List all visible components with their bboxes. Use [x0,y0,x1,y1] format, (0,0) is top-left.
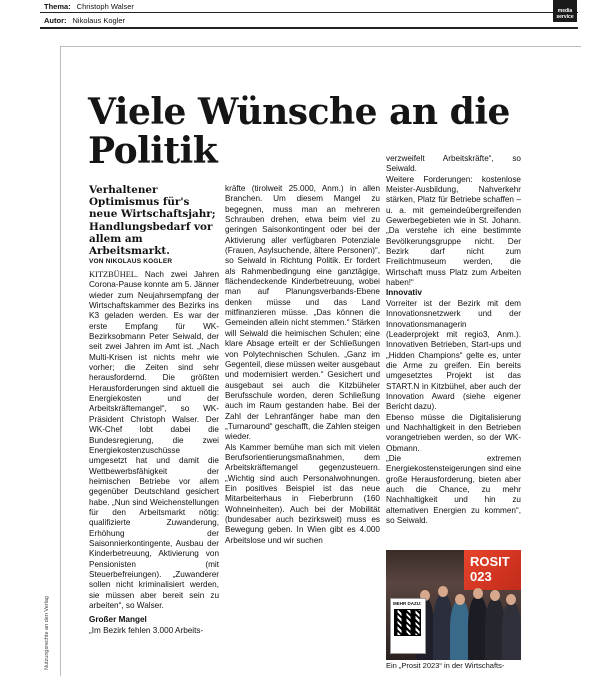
col1-paragraph-1 [89,270,219,611]
person-3-head [455,594,465,605]
brand-line2: service [556,14,574,20]
header-rule-top [40,12,578,13]
col1-paragraph-2: „Im Bezirk fehlen 3.000 Arbeits- [89,625,204,635]
subhead-innovativ: Innovativ [386,288,422,298]
person-6 [502,602,521,660]
subhead-grosser-mangel: Großer Mangel [89,615,147,625]
col1-p1-text: Nach zwei Jahren Corona-Pause konnte am 5. Jänner wieder zum Neujahrsempfang der Wirtschaftskammer des Bezirks ins K3 geladen werden. Es war der erste Empfang für WK-Bezirksobmann Peter Seiwald, der seit zwei Jahren im Amt ist. „Nach Multi-Krisen ist nichts mehr wie vorher; die Zeiten sind sehr herausfordernd. Die größten Herausforderungen sind aktuell die Energiekosten und der Arbeitskräftemangel“, so WK-Präsident Christoph Walser. Der WK-Chef lobt dabei die Bundesregierung, die zwei Energiekostenzuschüsse umgesetzt hat und damit die Wettbewerbsfähigkeit der heimischen Betriebe vor allem gegenüber Deutschland gesichert habe. „Nun sind Weichenstellungen für den Arbeitsmarkt nötig: qualifizierte Zuwanderung, Erhöhung der Saisonnierkontingente, Ausbau der Kinderbetreuung, Aktivierung von Pensionisten (mit Steuerbefreiungen). „Zuwanderer sollen nicht kriminalisiert werden, sie müssen aber bereit sein zu arbeiten“, so Walser. [89,270,219,610]
author-label: Autor: [44,16,67,25]
brand-line1: media [557,8,573,14]
col2-paragraph-1: kräfte (tirolweit 25.000, Anm.) in allen Branchen. Um diesem Mangel zu begegnen, muss man an mehreren Schrauben drehen, etwa beim viel zu geringen Saisonkontingent oder bei der Aktivierung aller verfügbaren Potenziale (Frauen, Asylsuchende, ältere Personen)“, so Seiwald in Richtung Politik. Er fordert als Rahmenbedingung eine ganztägige, flächendeckende Kinderbetreuung, wobei man auf Planungsverbands-Ebene denken müsse und das Land mitfinanzieren müsse. „Das können die Gemeinden allein nicht stemmen.“ Stärken will Seiwald die heimischen Schulen; eine klare Absage erteilt er der Schließungen von Polytechnischen Schulen. „Ganz im Gegenteil, diese müssen weiter ausgebaut und modernisiert werden.“ Gesichert und ausgebaut sei auch die Kitzbüheler Berufsschule worden, deren Schließung auch im Raum gestanden habe. Bei der Zahl der Lehranfänger habe man den „Turnaround“ geschafft, die Zahlen steigen wieder. [225,184,380,442]
prosit-screen [464,550,521,590]
col3-paragraph-2: Weitere Forderungen: kostenlose Meister-Ausbildung, Nahverkehr stärken, Platz für Betriebe schaffen – u. a. mit gemeindeübergreifenden Gewerbegebieten wie in St. Johann. „Da verstehe ich eine bestimmte Bevölkerungsgruppe nicht. Der Bezirk darf nicht zum Freilichtmuseum werden, die Wirtschaft muss Platz zum Arbeiten haben!“ [386,174,521,288]
person-5-head [490,590,500,601]
rights-note-text: Nutzungsrechte an den Verlag [44,596,50,670]
column-2 [225,184,380,546]
person-6-head [506,594,516,605]
qr-code-icon [394,609,421,636]
media-service-logo [553,0,577,22]
headline: Viele Wünsche an die Politik [88,91,510,172]
header-rule-bottom [40,27,578,29]
person-2-head [438,586,448,597]
person-3 [450,600,470,660]
column-1 [89,270,219,636]
rights-note [44,560,54,670]
col3-paragraph-3: Vorreiter ist der Bezirk mit dem Innovationsnetzwerk und der Innovationsmanagerin (Leaderprojekt mit regio3, Anm.). Innovativen Betrieben, Start-ups und „Hidden Champions“ gelte es, unter die Arme zu greifen. Ein bereits umgesetztes Projekt ist das START.N in Kitzbühel, aber auch der Innovation Award (siehe eigener Bericht dazu). [386,298,521,412]
author-value: Nikolaus Kogler [72,16,126,25]
column-3 [386,154,521,526]
caption-text: Ein „Prosit 2023“ in der Wirtschafts- [386,661,505,670]
col3-paragraph-1: verzweifelt Arbeitskräfte“, so Seiwald. [386,154,521,174]
event-photo [386,550,521,660]
byline: VON NIKOLAUS KOGLER [89,258,173,265]
col2-paragraph-2: Als Kammer bemühe man sich mit vielen Berufsorientierungsmaßnahmen, dem Arbeitskräftemangel gegenzusteuern. „Wichtig sind auch Personalwohnungen. Ein positives Beispiel ist das neue Mitarbeiterhaus in Fieberbrunn (160 Wohneinheiten). Auch bei der Mobilität (bundesaber auch bezirksweit) muss es Bewegung geben. In Wien gibt es 4.000 Arbeitslose und wir suchen [225,442,380,545]
person-4-head [473,588,483,599]
photo-caption [386,661,526,670]
col3-paragraph-5: „Die extremen Energiekostensteigerungen sind eine große Herausforderung, bieten aber auch die Chance, zu mehr Nachhaltigkeit und hin zu alternativen Energien zu kommen“, so Seiwald. [386,453,521,526]
lead-paragraph: Verhaltener Optimismus für's neue Wirtschaftsjahr; Handlungsbedarf vor allem am Arbeitsmarkt. [89,184,216,258]
topic-label: Thema: [44,2,71,11]
topic-value: Christoph Walser [76,2,134,11]
col3-paragraph-4: Ebenso müsse die Digitalisierung und Nachhaltigkeit in den Betrieben vorangetrieben werden, so der WK-Obmann. [386,412,521,453]
dateline: KITZBÜHEL. [89,270,139,279]
topic-line [44,2,134,11]
qr-code-box[interactable] [390,598,426,654]
author-line [44,16,125,25]
screen-text: ROSIT 023 [470,554,510,584]
qr-label: MEHR DAZU: [393,601,422,606]
